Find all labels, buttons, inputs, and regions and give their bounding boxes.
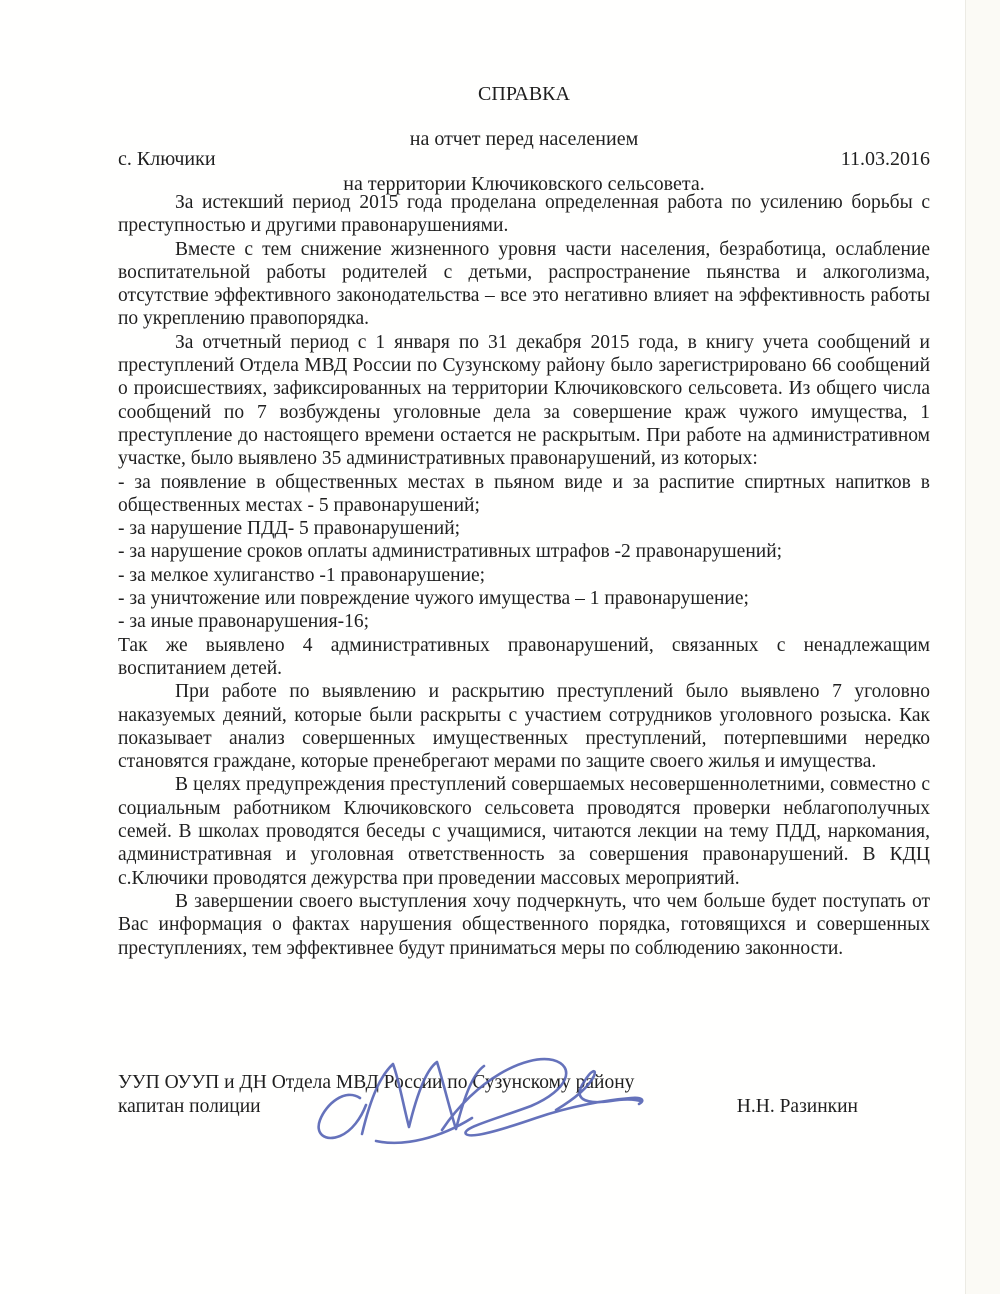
list-item: - за мелкое хулиганство -1 правонарушение; <box>118 564 486 586</box>
signer-name: Н.Н. Разинкин <box>736 1095 858 1117</box>
list-item: - за уничтожение или повреждение чужого имущества – 1 правонарушение; <box>118 588 749 610</box>
paragraph: Вместе с тем снижение жизненного уровня части населения, безработица, ослабление воспитательной работы родителей с детьми, распространение пьянства и алкоголизма, отсутствие эффективного законодательства – все это негативно влияет на эффективность работы по укреплению правопорядка. <box>118 238 930 330</box>
list-item: - за нарушение ПДД- 5 правонарушений; <box>118 518 461 540</box>
page-subtitle-2: на территории Ключиковского сельсовета. <box>343 172 705 195</box>
paragraph: В целях предупреждения преступлений совершаемых несовершеннолетними, совместно с социальным работником Ключиковского сельсовета проводятся проверки неблагополучных семей. В школах проводятся беседы с учащимися, читаются лекции на тему ПДД, наркомания, административная и уголовная ответственность за совершения правонарушений. В КДЦ с.Ключики проводятся дежурства при проведении массовых мероприятий. <box>118 774 930 889</box>
signer-org-line: УУП ОУУП и ДН Отдела МВД России по Сузунскому району <box>118 1072 635 1093</box>
paragraph: Так же выявлено 4 административных правонарушений, связанных с ненадлежащим воспитанием детей. <box>118 634 930 679</box>
signature-block <box>118 1071 930 1118</box>
place-date-row <box>118 148 930 171</box>
paragraph: За отчетный период с 1 января по 31 декабря 2015 года, в книгу учета сообщений и преступлений Отдела МВД России по Сузунскому району было зарегистрировано 66 сообщений о происшествиях, зафиксированных на территории Ключиковского сельсовета. Из общего числа сообщений по 7 возбуждены уголовные дела за совершение краж чужого имущества, 1 преступление до настоящего времени остается не раскрытым. При работе на административном участке, было выявлено 35 административных правонарушений, из которых: <box>118 331 930 470</box>
signer-rank-line: капитан полиции <box>118 1095 261 1117</box>
list-item: - за появление в общественных местах в пьяном виде и за распитие спиртных напитков в общественных местах - 5 правонарушений; <box>118 471 930 516</box>
paragraph: При работе по выявлению и раскрытию преступлений было выявлено 7 уголовно наказуемых деяний, которые были раскрыты с участием сотрудников уголовного розыска. Как показывает анализ совершенных имущественных преступлений, потерпевшими нередко становятся граждане, которые пренебрегают мерами по защите своего жилья и имущества. <box>118 681 930 773</box>
page-title: СПРАВКА <box>478 82 570 105</box>
place-label: с. Ключики <box>118 148 216 170</box>
list-item: - за нарушение сроков оплаты административных штрафов -2 правонарушений; <box>118 541 783 563</box>
paragraph: В завершении своего выступления хочу подчеркнуть, что чем больше будет поступать от Вас информация о фактах нарушения общественного порядка, готовящихся и совершенных преступлениях, тем эффективнее будут приниматься меры по соблюдению законности. <box>118 890 930 959</box>
paragraph: За истекший период 2015 года проделана определенная работа по усилению борьбы с преступностью и другими правонарушениями. <box>118 192 930 237</box>
date-label: 11.03.2016 <box>840 148 930 170</box>
document-body <box>118 191 930 960</box>
page-subtitle-1: на отчет перед населением <box>409 127 639 150</box>
list-item: - за иные правонарушения-16; <box>118 611 370 633</box>
scan-edge-band <box>965 0 1000 1294</box>
